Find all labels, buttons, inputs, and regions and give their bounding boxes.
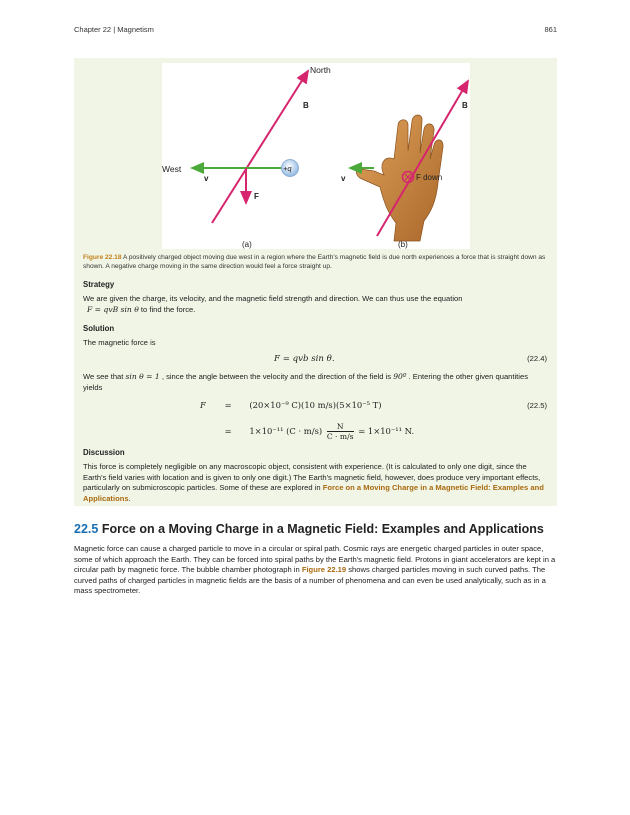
north-label: North [310, 65, 331, 75]
section-text-2: shows charged particles moving in such curved paths. The curved paths of charged particles in magnetic fields are the basis of a number of phenomena and can even be used analytically, such as in a mass spectrometer. [74, 565, 546, 595]
panel-a-label: (a) [242, 240, 252, 249]
eq2-line2-rhs-b: = 1×10⁻¹¹ N. [358, 426, 415, 436]
section-text-1: Magnetic force can cause a charged particle to move in a circular or spiral path. Cosmic rays are energetic charged particles in outer space, some of which approach the Earth. They can be forced into spiral paths by the Earth's magnetic field. Protons in giant accelerators are kept in a circular path by magnetic force. The bubble chamber photograph in [74, 544, 556, 574]
strategy-heading: Strategy [83, 280, 115, 289]
figure-caption [83, 253, 549, 271]
figure-22-18 [162, 63, 470, 249]
b-label-b: B [462, 101, 468, 110]
chapter-title: Chapter 22 | Magnetism [74, 25, 154, 34]
b-field-arrow-a [212, 71, 308, 223]
discussion-heading: Discussion [83, 448, 125, 457]
solution-paragraph [83, 372, 549, 393]
angle-value: 90º [393, 372, 407, 381]
figure-caption-label: Figure 22.18 [83, 254, 122, 261]
discussion-link[interactable]: Force on a Moving Charge in a Magnetic Field: Examples and Applications [83, 483, 544, 503]
strategy-text: We are given the charge, its velocity, and the magnetic field strength and direction. We can thus use the equation [83, 294, 463, 303]
section-number: 22.5 [74, 522, 99, 536]
eq2-fraction-num: N [327, 422, 354, 432]
f-down-label: F down [416, 173, 443, 182]
strategy-paragraph [83, 294, 549, 315]
eq2-equals-1: = [224, 400, 232, 410]
panel-b-label: (b) [398, 240, 408, 249]
v-label-b: v [341, 174, 346, 183]
eq2-line1-rhs: (20×10⁻⁹ C)(10 m/s)(5×10⁻⁵ T) [249, 400, 382, 410]
solution-text-1: We see that [83, 372, 126, 381]
discussion-paragraph [83, 462, 549, 504]
solution-text-2: , since the angle between the velocity and the direction of the field is [159, 372, 394, 381]
solution-intro: The magnetic force is [83, 338, 156, 347]
eq2-fraction [327, 422, 354, 441]
f-label-a: F [254, 192, 259, 201]
eq2-fraction-den: C · m/s [326, 432, 354, 441]
page-header [74, 25, 557, 37]
inline-equation: sin θ = 1 [125, 372, 160, 381]
page-number: 861 [544, 25, 557, 34]
west-label: West [162, 164, 182, 174]
strategy-equation: F = qvB sin θ [87, 304, 139, 314]
b-label-a: B [303, 101, 309, 110]
eq2-line2-rhs-a: 1×10⁻¹¹ (C · m/s) [249, 426, 323, 436]
equation-22-5-number: (22.5) [527, 401, 547, 410]
equation-22-4: F = qvb sin θ. [274, 354, 335, 364]
discussion-end: . [128, 493, 131, 503]
equation-22-5 [200, 400, 530, 440]
discussion-text: This force is completely negligible on any macroscopic object, consistent with experience. (It is calculated to only one digit, since the Earth's field varies with location and is given to only one digit.) The Earth's magnetic field, however, does produce very important effects, particularly on submicroscopic particles. Some of these are explored in [83, 462, 541, 492]
strategy-text-after: to find the force. [138, 304, 196, 314]
section-title-text: Force on a Moving Charge in a Magnetic Field: Examples and Applications [98, 522, 544, 536]
figure-caption-text: A positively charged object moving due west in a region where the Earth's magnetic field is due north experiences a force that is straight down as shown. A negative charge moving in the same direction would feel a force straight up. [83, 254, 546, 270]
solution-heading: Solution [83, 324, 115, 333]
charge-label: +q [283, 164, 292, 173]
eq2-equals-2: = [224, 426, 232, 436]
eq2-lhs: F [200, 400, 206, 410]
equation-22-4-number: (22.4) [527, 354, 547, 363]
figure-22-19-link[interactable]: Figure 22.19 [301, 565, 347, 574]
example-box [74, 58, 557, 506]
solution-text-3: . Entering the other given quantities yields [83, 372, 528, 392]
v-label-a: v [204, 174, 209, 183]
section-paragraph [74, 544, 557, 597]
section-title [74, 522, 544, 536]
